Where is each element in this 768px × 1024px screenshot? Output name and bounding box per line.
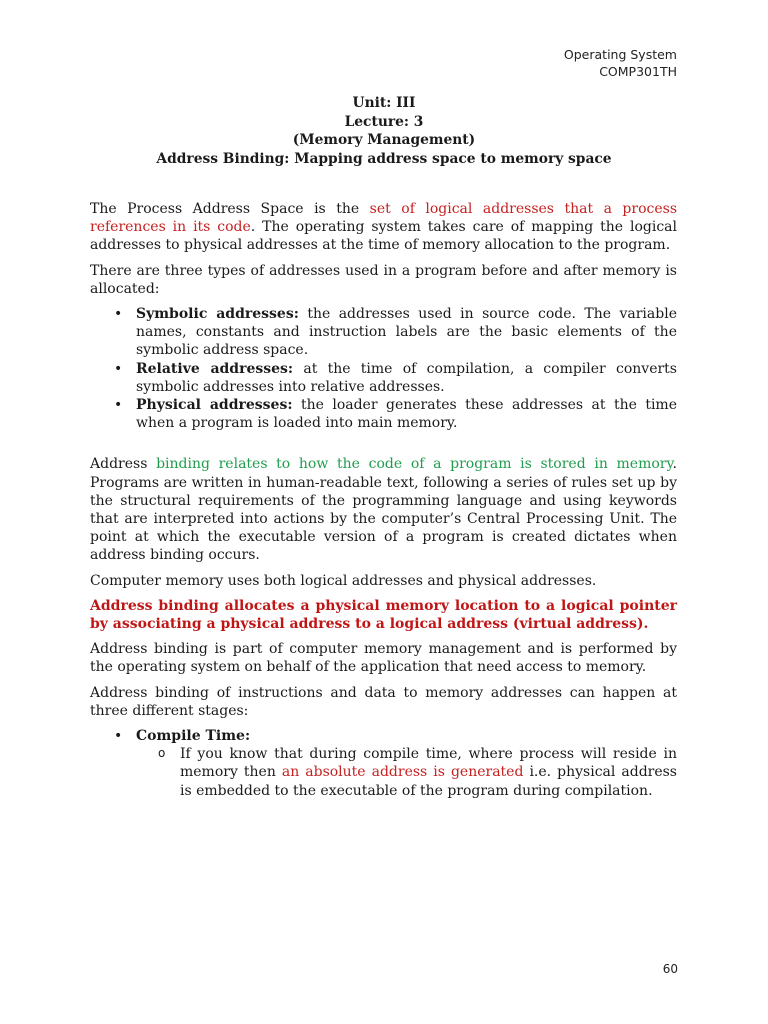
subtitle: Address Binding: Mapping address space to memory space <box>156 150 612 167</box>
document-body <box>90 200 677 807</box>
p1-highlight: set of logical addresses that a process references in its code <box>90 201 678 236</box>
p3-highlight: binding relates to how the code of a program is stored in memory <box>156 456 673 473</box>
list-item <box>90 305 677 360</box>
paragraph-memory-management: Address binding is part of computer memory management and is performed by the operating system on behalf of the application that need access to memory. <box>90 641 677 676</box>
p1-text-cont: . The operating system takes care of mapping the logical addresses to physical addresses at the time of memory allocation to the program. <box>90 219 678 254</box>
paragraph-binding-definition: Address binding allocates a physical memory location to a logical pointer by associating a physical address to a logical address (virtual address). <box>90 597 677 633</box>
sub-list-item <box>90 745 677 800</box>
address-types-list <box>90 305 677 432</box>
sub-item-text: If you know that during compile time, where process will reside in memory then <box>180 746 677 781</box>
list-item-desc: the loader generates these addresses at the time when a program is loaded into main memory. <box>136 397 677 432</box>
list-item <box>90 396 677 432</box>
paragraph-address-types-intro: There are three types of addresses used in a program before and after memory is allocated: <box>90 262 677 297</box>
sub-item-highlight: an absolute address is generated <box>281 764 524 781</box>
sub-item-text-cont: i.e. physical address is embedded to the executable of the program during compilation. <box>180 764 677 799</box>
p1-text: The Process Address Space is the <box>90 201 370 217</box>
list-item <box>90 360 677 396</box>
topic-title: (Memory Management) <box>292 132 476 148</box>
title-block <box>0 94 768 168</box>
course-name: Operating System <box>563 47 677 62</box>
list-item-term: Symbolic addresses: <box>136 306 299 323</box>
p3-text-cont: . Programs are written in human-readable text, following a series of rules set up by the structural requirements of the programming language and using keywords that are interpreted into actions by the computer’s Central Processing Unit. The point at which the executable version of a program is created dictates when address binding occurs. <box>90 456 677 564</box>
document-header <box>564 46 677 80</box>
list-item-term: Physical addresses: <box>136 397 293 414</box>
p3-text: Address <box>90 456 157 473</box>
list-item-desc: the addresses used in source code. The variable names, constants and instruction labels are the basic elements of the symbolic address space. <box>136 306 677 359</box>
paragraph-binding-stages: Address binding of instructions and data to memory addresses can happen at three different stages: <box>90 684 677 719</box>
paragraph-computer-memory: Computer memory uses both logical addresses and physical addresses. <box>90 572 597 589</box>
page-number: 60 <box>662 962 678 976</box>
paragraph-process-address-space <box>90 200 677 255</box>
unit-title: Unit: III <box>352 95 416 111</box>
lecture-title: Lecture: 3 <box>344 113 424 130</box>
paragraph-address-binding <box>90 455 677 564</box>
list-item-desc: at the time of compilation, a compiler converts symbolic addresses into relative addresses. <box>136 360 677 395</box>
list-item-term: Relative addresses: <box>136 360 294 377</box>
stage-term: Compile Time: <box>136 728 251 745</box>
list-item <box>90 727 677 745</box>
course-code: COMP301TH <box>599 64 677 79</box>
stages-list <box>90 727 677 800</box>
